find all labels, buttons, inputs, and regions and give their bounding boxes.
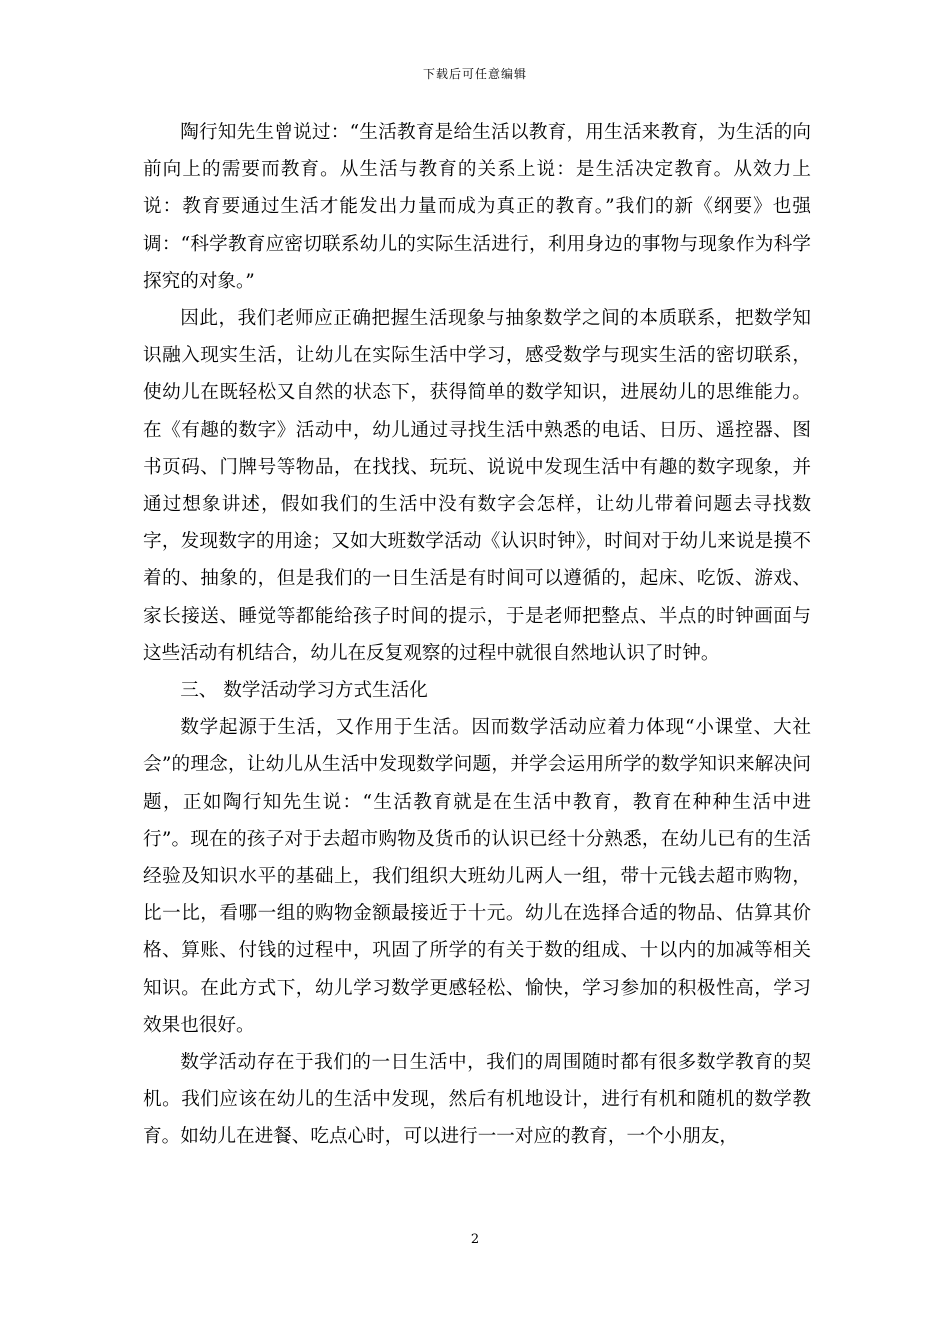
paragraph-tao-xingzhi-quote: 陶行知先生曾说过：“生活教育是给生活以教育，用生活来教育，为生活的向前向上的需要而教育。从生活与教育的关系上说：是生活决定教育。从效力上说：教育要通过生活才能发出力量而成为真正的教育。”我们的新《纲要》也强调：“科学教育应密切联系幼儿的实际生活进行，利用身边的事物与现象作为科学探究的对象。” (143, 122, 811, 292)
section-heading: 三、 数学活动学习方式生活化 (180, 680, 428, 702)
paragraph-life-and-math: 因此，我们老师应正确把握生活现象与抽象数学之间的本质联系，把数学知识融入现实生活，让幼儿在实际生活中学习，感受数学与现实生活的密切联系，使幼儿在既轻松又自然的状态下，获得简单的数学知识，进展幼儿的思维能力。在《有趣的数字》活动中，幼儿通过寻找生活中熟悉的电话、日历、遥控器、图书页码、门牌号等物品，在找找、玩玩、说说中发现生活中有趣的数字现象，并通过想象讲述，假如我们的生活中没有数字会怎样，让幼儿带着问题去寻找数字，发现数字的用途；又如大班数学活动《认识时钟》，时间对于幼儿来说是摸不着的、抽象的，但是我们的一日生活是有时间可以遵循的，起床、吃饭、游戏、家长接送、睡觉等都能给孩子时间的提示，于是老师把整点、半点的时钟画面与这些活动有机结合，幼儿在反复观察的过程中就很自然地认识了时钟。 (143, 308, 811, 664)
document-body (143, 114, 811, 1156)
paragraph-daily-math: 数学活动存在于我们的一日生活中，我们的周围随时都有很多数学教育的契机。我们应该在幼儿的生活中发现，然后有机地设计，进行有机和随机的数学教育。如幼儿在进餐、吃点心时，可以进行一一对应的教育，一个小朋友， (143, 1052, 811, 1148)
paragraph-math-origin: 数学起源于生活，又作用于生活。因而数学活动应着力体现“小课堂、大社会”的理念，让幼儿从生活中发现数学问题，并学会运用所学的数学知识来解决问题，正如陶行知先生说：“生活教育就是在生活中教育，教育在种种生活中进行”。现在的孩子对于去超市购物及货币的认识已经十分熟悉，在幼儿已有的生活经验及知识水平的基础上，我们组织大班幼儿两人一组，带十元钱去超市购物，比一比，看哪一组的购物金额最接近于十元。幼儿在选择合适的物品、估算其价格、算账、付钱的过程中，巩固了所学的有关于数的组成、十以内的加减等相关知识。在此方式下，幼儿学习数学更感轻松、愉快，学习参加的积极性高，学习效果也很好。 (143, 717, 811, 1036)
page-header: 下载后可任意编辑 (422, 67, 527, 81)
page-number: 2 (470, 1232, 480, 1247)
